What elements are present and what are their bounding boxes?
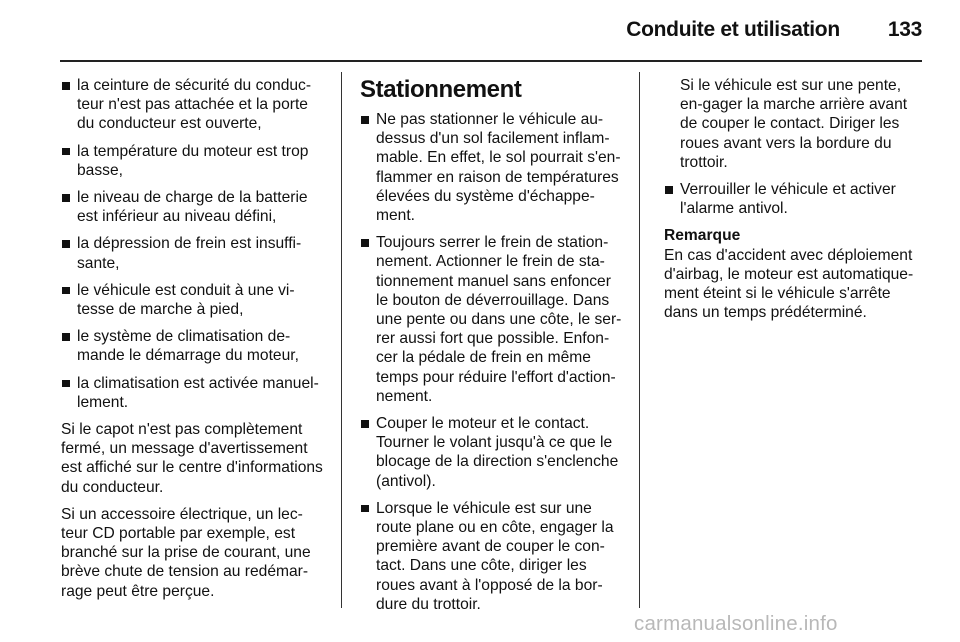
bullet-list bbox=[360, 110, 627, 614]
watermark: carmanualsonline.info bbox=[634, 612, 838, 635]
column-divider-1 bbox=[341, 72, 342, 608]
list-item: Toujours serrer le frein de station-nement. Actionner le frein de sta-tionnement manuel sans enfoncer le bouton de déverrouillage. Dans une pente ou dans une côte, le ser-rer aussi fort que possible. Enfon-cer la pédale de frein en même temps pour réduire l'effort d'action-nement. bbox=[360, 233, 627, 406]
list-item: le système de climatisation de-mande le démarrage du moteur, bbox=[61, 327, 329, 365]
continued-paragraph: Si le véhicule est sur une pente, en-gager la marche arrière avant de couper le contact. Diriger les roues avant vers la bordure du trottoir. bbox=[680, 77, 908, 171]
list-item: la température du moteur est trop basse, bbox=[61, 142, 329, 180]
section-heading: Stationnement bbox=[360, 76, 522, 103]
paragraph: Si le capot n'est pas complètement fermé, un message d'avertissement est affiché sur le centre d'informations du conducteur. bbox=[61, 421, 323, 496]
header-rule bbox=[60, 60, 922, 62]
list-item: Lorsque le véhicule est sur une route plane ou en côte, engager la première avant de couper le con-tact. Dans une côte, diriger les roues avant à l'opposé de la bor-dure du trottoir. bbox=[360, 499, 627, 614]
list-item: la climatisation est activée manuel-lement. bbox=[61, 374, 329, 412]
list-item: la dépression de frein est insuffi-sante, bbox=[61, 234, 329, 272]
list-item: la ceinture de sécurité du conduc-teur n'est pas attachée et la porte du conducteur est ouverte, bbox=[61, 76, 329, 134]
column-right bbox=[664, 76, 926, 330]
list-item: le véhicule est conduit à une vi-tesse de marche à pied, bbox=[61, 281, 329, 319]
list-item: Verrouiller le véhicule et activer l'alarme antivol. bbox=[664, 180, 926, 218]
bullet-list bbox=[664, 180, 926, 218]
page-header bbox=[60, 18, 922, 46]
chapter-title: Conduite et utilisation bbox=[626, 18, 840, 41]
bullet-list bbox=[61, 76, 329, 412]
column-middle bbox=[360, 76, 627, 622]
column-divider-2 bbox=[639, 72, 640, 608]
list-item: Ne pas stationner le véhicule au-dessus d'un sol facilement inflam-mable. En effet, le sol pourrait s'en-flammer en raison de températures élevées du système d'échappe-ment. bbox=[360, 110, 627, 225]
column-left bbox=[61, 76, 329, 609]
note-text: En cas d'accident avec déploiement d'airbag, le moteur est automatique-ment éteint si le véhicule s'arrête dans un temps prédéterminé. bbox=[664, 246, 914, 322]
paragraph: Si un accessoire électrique, un lec-teur CD portable par exemple, est branché sur la prise de courant, une brève chute de tension au redémar-rage peut être perçue. bbox=[61, 505, 311, 600]
page-number: 133 bbox=[887, 18, 922, 41]
list-item: le niveau de charge de la batterie est inférieur au niveau défini, bbox=[61, 188, 329, 226]
list-item: Couper le moteur et le contact. Tourner le volant jusqu'à ce que le blocage de la direction s'enclenche (antivol). bbox=[360, 414, 627, 491]
note-title: Remarque bbox=[664, 227, 741, 245]
